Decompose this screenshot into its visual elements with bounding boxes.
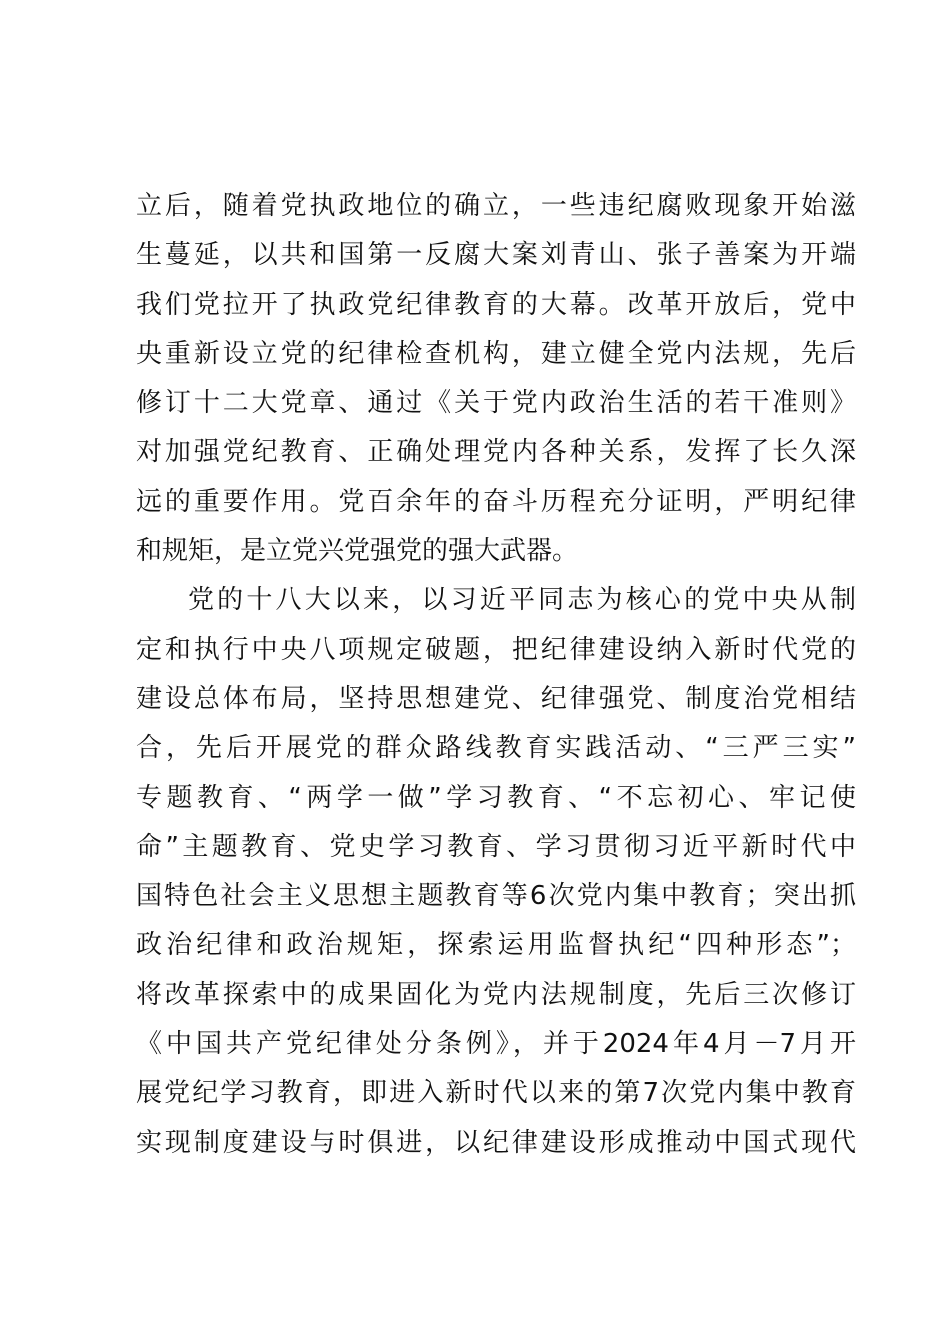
text-line: 命”主题教育、党史学习教育、学习贯彻习近平新时代中 xyxy=(136,831,856,862)
text-line: 展党纪学习教育，即进入新时代以来的第7次党内集中教育 xyxy=(136,1078,856,1109)
text-line: 国特色社会主义思想主题教育等6次党内集中教育；突出抓 xyxy=(136,881,856,912)
text-line: 将改革探索中的成果固化为党内法规制度，先后三次修订 xyxy=(136,979,856,1010)
text-line: 和规矩，是立党兴党强党的强大武器。 xyxy=(136,536,579,567)
text-line: 《中国共产党纪律处分条例》，并于2024年4月－7月开 xyxy=(136,1029,856,1060)
text-line: 定和执行中央八项规定破题，把纪律建设纳入新时代党的 xyxy=(136,634,856,665)
text-line: 实现制度建设与时俱进，以纪律建设形成推动中国式现代 xyxy=(136,1127,856,1158)
text-line: 立后，随着党执政地位的确立，一些违纪腐败现象开始滋 xyxy=(136,191,856,221)
text-line: 合，先后开展党的群众路线教育实践活动、“三严三实” xyxy=(136,733,856,764)
text-line: 我们党拉开了执政党纪律教育的大幕。改革开放后，党中 xyxy=(136,289,856,320)
text-line: 专题教育、“两学一做”学习教育、“不忘初心、牢记使 xyxy=(136,782,856,813)
paragraph-first-line: 党的十八大以来，以习近平同志为核心的党中央从制 xyxy=(188,585,856,616)
text-line: 修订十二大党章、通过《关于党内政治生活的若干准则》 xyxy=(136,388,856,419)
text-line: 生蔓延，以共和国第一反腐大案刘青山、张子善案为开端 xyxy=(136,240,856,271)
body-text xyxy=(136,182,856,1168)
text-line: 对加强党纪教育、正确处理党内各种关系，发挥了长久深 xyxy=(136,437,856,468)
text-line: 远的重要作用。党百余年的奋斗历程充分证明，严明纪律 xyxy=(136,486,856,517)
text-line: 央重新设立党的纪律检查机构，建立健全党内法规，先后 xyxy=(136,338,856,369)
text-line: 政治纪律和政治规矩，探索运用监督执纪“四种形态”； xyxy=(136,930,856,961)
text-line: 建设总体布局，坚持思想建党、纪律强党、制度治党相结 xyxy=(136,683,856,714)
